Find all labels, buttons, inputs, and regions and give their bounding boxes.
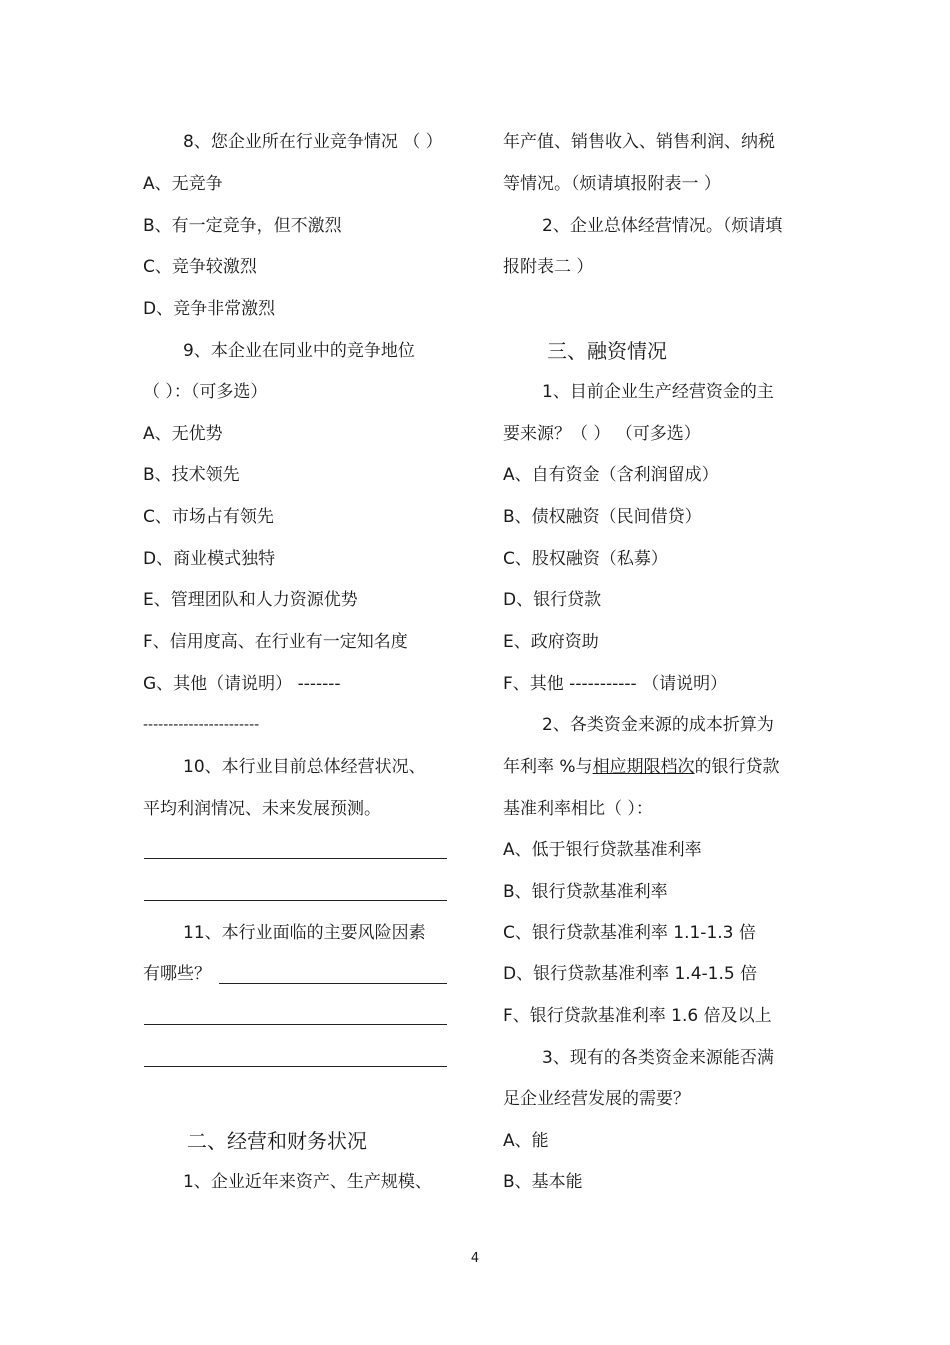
q9-option-g: G、其他（请说明） ------- [143,674,341,694]
s3-question-1-line1: 1、目前企业生产经营资金的主 [542,382,774,402]
s3-question-2-line2-end: 的银行贷款 [694,757,780,777]
s3-question-1-line2: 要来源？（ ） （可多选） [503,424,701,444]
s3-q2-option-b: B、银行贷款基准利率 [503,882,668,902]
underlined-term: 相应期限档次 [592,757,695,777]
q9-option-d: D、商业模式独特 [143,549,276,569]
s3-q1-option-b: B、债权融资（民间借贷） [503,507,702,527]
s3-q2-option-c: C、银行贷款基准利率 1.1-1.3 倍 [503,923,756,943]
s2-question-2-line1: 2、企业总体经营情况。（烦请填 [542,216,783,236]
s2-question-2-line2: 报附表二 ） [503,257,594,277]
q9-dashes: ----------------------- [143,717,260,733]
s3-q1-option-e: E、政府资助 [503,632,599,652]
s3-q2-option-a: A、低于银行贷款基准利率 [503,840,702,860]
s2-question-1-line2: 年产值、销售收入、销售利润、纳税 [503,132,775,152]
s3-question-3-line2: 足企业经营发展的需要？ [503,1089,690,1109]
q8-option-a: A、无竞争 [143,174,223,194]
q9-option-e: E、管理团队和人力资源优势 [143,590,358,610]
answer-blank-line[interactable] [219,983,447,984]
s2-question-1-line3: 等情况。（烦请填报附表一 ） [503,174,721,194]
q9-option-c: C、市场占有领先 [143,507,274,527]
answer-blank-line[interactable] [144,1066,447,1067]
s3-question-3-line1: 3、现有的各类资金来源能否满 [542,1048,774,1068]
s3-q3-option-a: A、能 [503,1131,549,1151]
answer-blank-line[interactable] [144,900,447,901]
q8-option-b: B、有一定竞争，但不激烈 [143,216,342,236]
s3-q3-option-b: B、基本能 [503,1172,583,1192]
question-8: 8、您企业所在行业竞争情况 （ ） [183,132,443,152]
s3-q1-option-a: A、自有资金（含利润留成） [503,465,719,485]
q9-option-f: F、信用度高、在行业有一定知名度 [143,632,408,652]
question-11-line2: 有哪些？ [143,964,211,984]
s3-question-2-line2 [503,756,780,778]
section-3-heading: 三、融资情况 [547,339,667,363]
s3-q2-option-d: D、银行贷款基准利率 1.4-1.5 倍 [503,964,758,984]
s3-q1-option-d: D、银行贷款 [503,590,602,610]
answer-blank-line[interactable] [144,1024,447,1025]
q9-option-b: B、技术领先 [143,465,240,485]
question-11-line1: 11、本行业面临的主要风险因素 [183,923,426,943]
q8-option-d: D、竞争非常激烈 [143,299,276,319]
page-number: 4 [470,1251,480,1266]
s3-question-2-line3: 基准利率相比（ ）： [503,799,653,819]
question-10-line2: 平均利润情况、未来发展预测。 [143,799,381,819]
s3-q1-option-c: C、股权融资（私募） [503,549,668,569]
s2-question-1-line1: 1、企业近年来资产、生产规模、 [183,1172,432,1192]
s3-question-2-line1: 2、各类资金来源的成本折算为 [542,715,774,735]
q9-option-a: A、无优势 [143,424,223,444]
s3-question-2-line2-start: 年利率 %与 [503,757,593,777]
section-2-heading: 二、经营和财务状况 [187,1129,367,1153]
q8-option-c: C、竞争较激烈 [143,257,257,277]
question-10-line1: 10、本行业目前总体经营状况、 [183,757,426,777]
answer-blank-line[interactable] [144,858,447,859]
s3-q1-option-f: F、其他 ----------- （请说明） [503,674,728,694]
question-9-line1: 9、本企业在同业中的竞争地位 [183,341,415,361]
question-9-line2: （ ）：（可多选） [143,382,268,402]
s3-q2-option-f: F、银行贷款基准利率 1.6 倍及以上 [503,1006,772,1026]
